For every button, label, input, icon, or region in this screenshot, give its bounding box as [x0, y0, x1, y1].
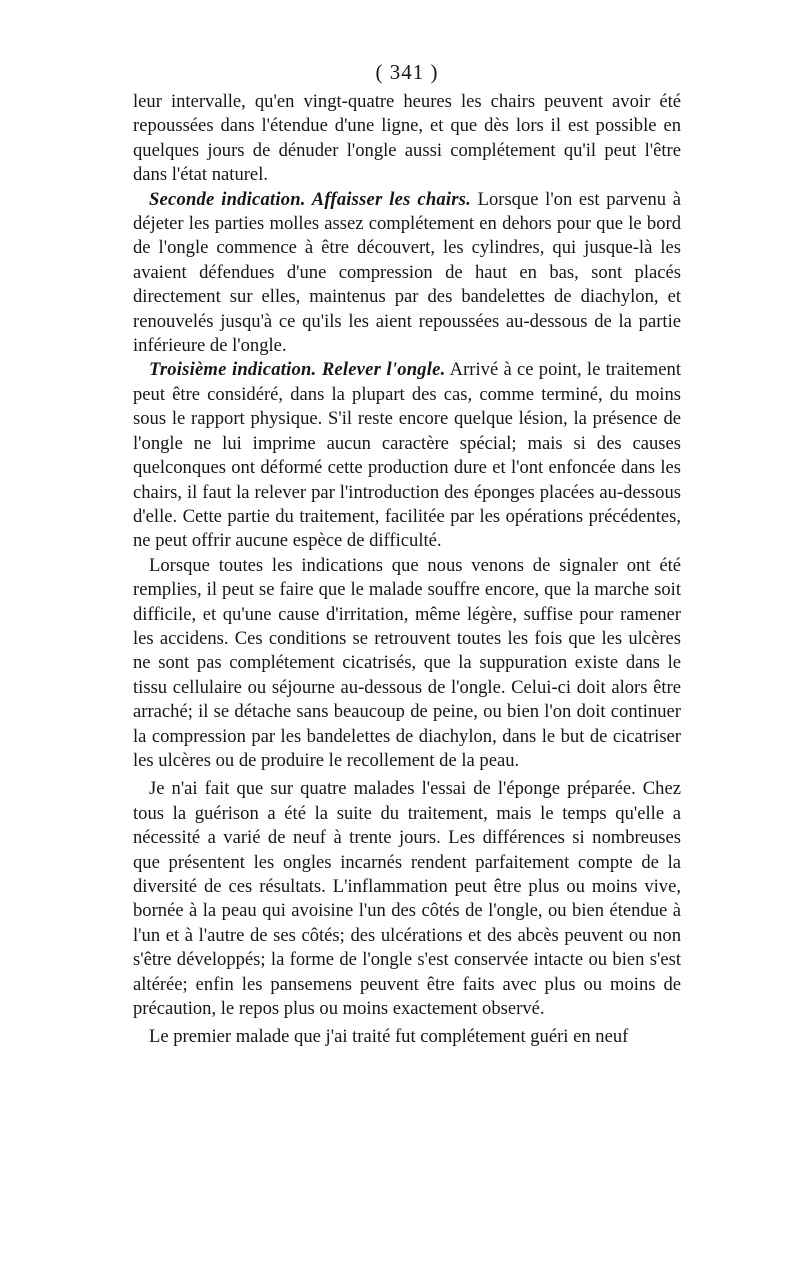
book-page — [133, 60, 681, 1050]
paragraph-second-indication — [133, 188, 681, 359]
paragraph-first-patient: Le premier malade que j'ai traité fut complétement guéri en neuf — [149, 1026, 629, 1048]
paragraph-remaining-symptoms: Lorsque toutes les indications que nous venons de signaler ont été remplies, il peut se faire que le malade souffre encore, que la marche soit difficile, et qu'une cause d'irritation, même légère, suffise pour ramener les accidens. Ces conditions se retrouvent toutes les fois que les ulcères ne sont pas complétement cicatrisés, que la suppuration existe dans le tissu cellulaire ou séjourne au-dessous de l'ongle. Celui-ci doit alors être arraché; il se détache sans beaucoup de peine, ou bien l'on doit continuer la compression par les bandelettes de diachylon, dans le but de cicatriser les ulcères ou de produire le recollement de la peau. — [133, 554, 681, 771]
heading-third-indication: Troisième indication. Relever l'ongle. — [149, 359, 446, 381]
paragraph-continuation: leur intervalle, qu'en vingt-quatre heures les chairs peuvent avoir été repoussées dans l'étendue d'une ligne, et que dès lors il est possible en quelques jours de dénuder l'ongle aussi complétement qu'il peut l'être dans l'état naturel. — [133, 91, 681, 186]
heading-second-indication: Seconde indication. Affaisser les chairs. — [149, 188, 471, 210]
paragraph-third-indication — [133, 358, 681, 553]
paragraph-second-indication-text: Lorsque l'on est parvenu à déjeter les parties molles assez complétement en dehors pour que le bord de l'ongle commence à être découvert, les cylindres, qui jusque-là les avaient défendues d'une compression de haut en bas, sont placés directement sur elles, maintenus par des bandelettes de diachylon, et renouvelés jusqu'à ce qu'ils les aient repoussées au-dessous de la partie inférieure de l'ongle. — [133, 188, 681, 357]
paragraph-sponge-trial: Je n'ai fait que sur quatre malades l'essai de l'éponge préparée. Chez tous la guérison a été la suite du traitement, mais le temps qu'elle a nécessité a varié de neuf à trente jours. Les différences si nombreuses que présentent les ongles incarnés rendent parfaitement compte de la diversité de ces résultats. L'inflammation peut être plus ou moins vive, bornée à la peau qui avoisine l'un des côtés de l'ongle, ou bien étendue à l'un et à l'autre de ses côtés; des ulcérations et des abcès peuvent ou non s'être développés; la forme de l'ongle s'est conservée intacte ou bien s'est altérée; enfin les pansemens peuvent être faits avec plus ou moins de précaution, le repos plus ou moins exactement observé. — [133, 778, 681, 1020]
paragraph-third-indication-text: Arrivé à ce point, le traitement peut être considéré, dans la plupart des cas, comme terminé, du moins sous le rapport physique. S'il reste encore quelque lésion, la présence de l'ongle ne lui imprime aucun caractère spécial; mais si des causes quelconques ont déformé cette production dure et l'ont enfoncée dans les chairs, il faut la relever par l'introduction des éponges placées au-dessous d'elle. Cette partie du traitement, facilitée par les opérations précédentes, ne peut offrir aucune espèce de difficulté. — [133, 359, 681, 552]
page-number: ( 341 ) — [375, 60, 439, 84]
